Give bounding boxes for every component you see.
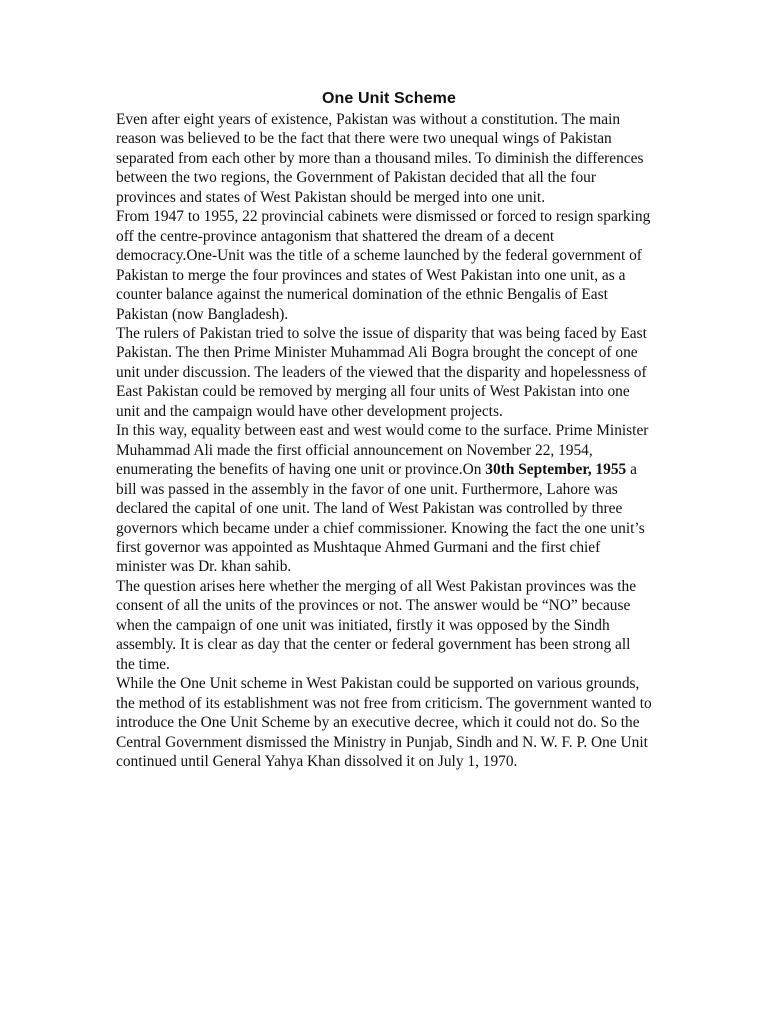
paragraph (116, 207, 652, 324)
paragraph (116, 110, 652, 207)
paragraph-text: The question arises here whether the merging of all West Pakistan provinces was the consent of all the units of the provinces or not. The answer would be “NO” because when the campaign of one unit was initiated, firstly it was opposed by the Sindh assembly. It is clear as day that the center or federal government has been strong all the time. (116, 577, 637, 673)
bold-date-text: 30th September, 1955 (485, 461, 627, 479)
paragraph (116, 674, 652, 771)
paragraph (116, 324, 652, 421)
paragraph-text: The rulers of Pakistan tried to solve the issue of disparity that was being faced by East Pakistan. The then Prime Minister Muhammad Ali Bogra brought the concept of one unit under discussion. The leaders of the viewed that the disparity and hopelessness of East Pakistan could be removed by merging all four units of West Pakistan into one unit and the campaign would have other development projects. (116, 324, 647, 420)
paragraph-text: In this way, equality between east and west would come to the surface. Prime Minister Muhammad Ali made the first official announcement on November 22, 1954, enumerating the benefits of having one unit or province.On (116, 422, 649, 479)
page-title: One Unit Scheme (322, 90, 456, 107)
paragraph-text: While the One Unit scheme in West Pakistan could be supported on various grounds, the method of its establishment was not free from criticism. The government wanted to introduce the One Unit Scheme by an executive decree, which it could not do. So the Central Government dismissed the Ministry in Punjab, Sindh and N. W. F. P. One Unit continued until General Yahya Khan dissolved it on July 1, 1970. (116, 675, 652, 770)
paragraph-text: a bill was passed in the assembly in the favor of one unit. Furthermore, Lahore was declared the capital of one unit. The land of West Pakistan was controlled by three governors which became under a chief commissioner. Knowing the fact the one unit’s first governor was appointed as Mushtaque Ahmed Gurmani and the first chief minister was Dr. khan sahib. (116, 461, 645, 576)
paragraph (116, 421, 652, 577)
document-body (116, 110, 652, 771)
paragraph-text: From 1947 to 1955, 22 provincial cabinets were dismissed or forced to resign sparking off the centre-province antagonism that shattered the dream of a decent democracy.One-Unit was the title of a scheme launched by the federal government of Pakistan to merge the four provinces and states of West Pakistan into one unit, as a counter balance against the numerical domination of the ethnic Bengalis of East Pakistan (now Bangladesh). (116, 208, 651, 323)
paragraph-text: Even after eight years of existence, Pakistan was without a constitution. The main reason was believed to be the fact that there were two unequal wings of Pakistan separated from each other by more than a thousand miles. To diminish the differences between the two regions, the Government of Pakistan decided that all the four provinces and states of West Pakistan should be merged into one unit. (116, 111, 644, 206)
document-page (116, 88, 652, 771)
paragraph (116, 577, 652, 674)
